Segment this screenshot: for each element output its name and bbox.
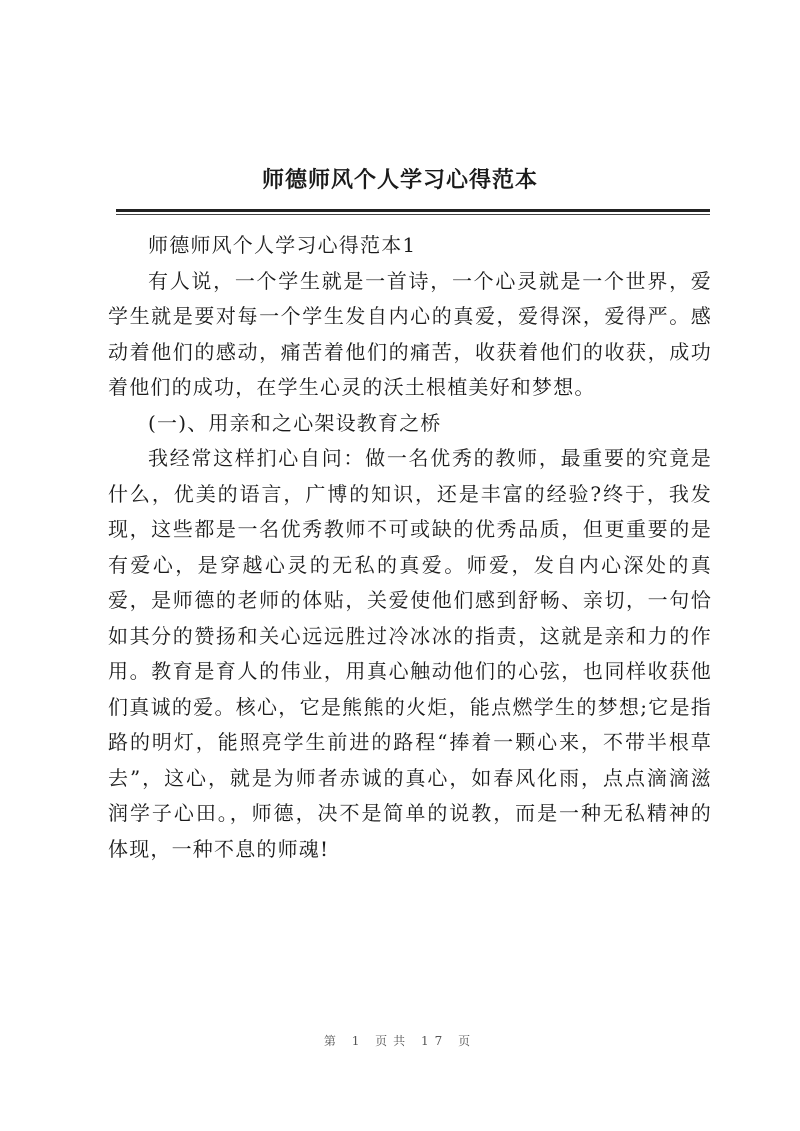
- section-heading: 师德师风个人学习心得范本1: [148, 233, 417, 257]
- document-title: 师德师风个人学习心得范本: [261, 167, 538, 193]
- paragraph: 我经常这样扪心自问：做一名优秀的教师，最重要的究竟是什么，优美的语言，广博的知识，还是丰富的经验?终于，我发现，这些都是一名优秀教师不可或缺的优秀品质，但更重要的是有爱心，是穿越心灵的无私的真爱。师爱，发自内心深处的真爱，是师德的老师的体贴，关爱使他们感到舒畅、亲切，一句恰如其分的赞扬和关心远远胜过冷冰冰的指责，这就是亲和力的作用。教育是育人的伟业，用真心触动他们的心弦，也同样收获他们真诚的爱。核心，它是熊熊的火炬，能点燃学生的梦想;它是指路的明灯，能照亮学生前进的路程“捧着一颗心来，不带半根草去”，这心，就是为师者赤诚的真心，如春风化雨，点点滴滴滋润学子心田。，师德，决不是简单的说教，而是一种无私精神的体现，一种不息的师魂!: [108, 446, 712, 861]
- title-divider-thin: [116, 214, 710, 215]
- subsection-heading: (一)、用亲和之心架设教育之桥: [148, 410, 442, 435]
- page-number-footer: 第 1 页共 17 页: [323, 1034, 477, 1048]
- document-body: [108, 228, 712, 867]
- title-divider: [116, 209, 710, 212]
- paragraph: 有人说，一个学生就是一首诗，一个心灵就是一个世界，爱学生就是要对每一个学生发自内心的真爱，爱得深，爱得严。感动着他们的感动，痛苦着他们的痛苦，收获着他们的收获，成功着他们的成功，在学生心灵的沃土根植美好和梦想。: [108, 268, 712, 399]
